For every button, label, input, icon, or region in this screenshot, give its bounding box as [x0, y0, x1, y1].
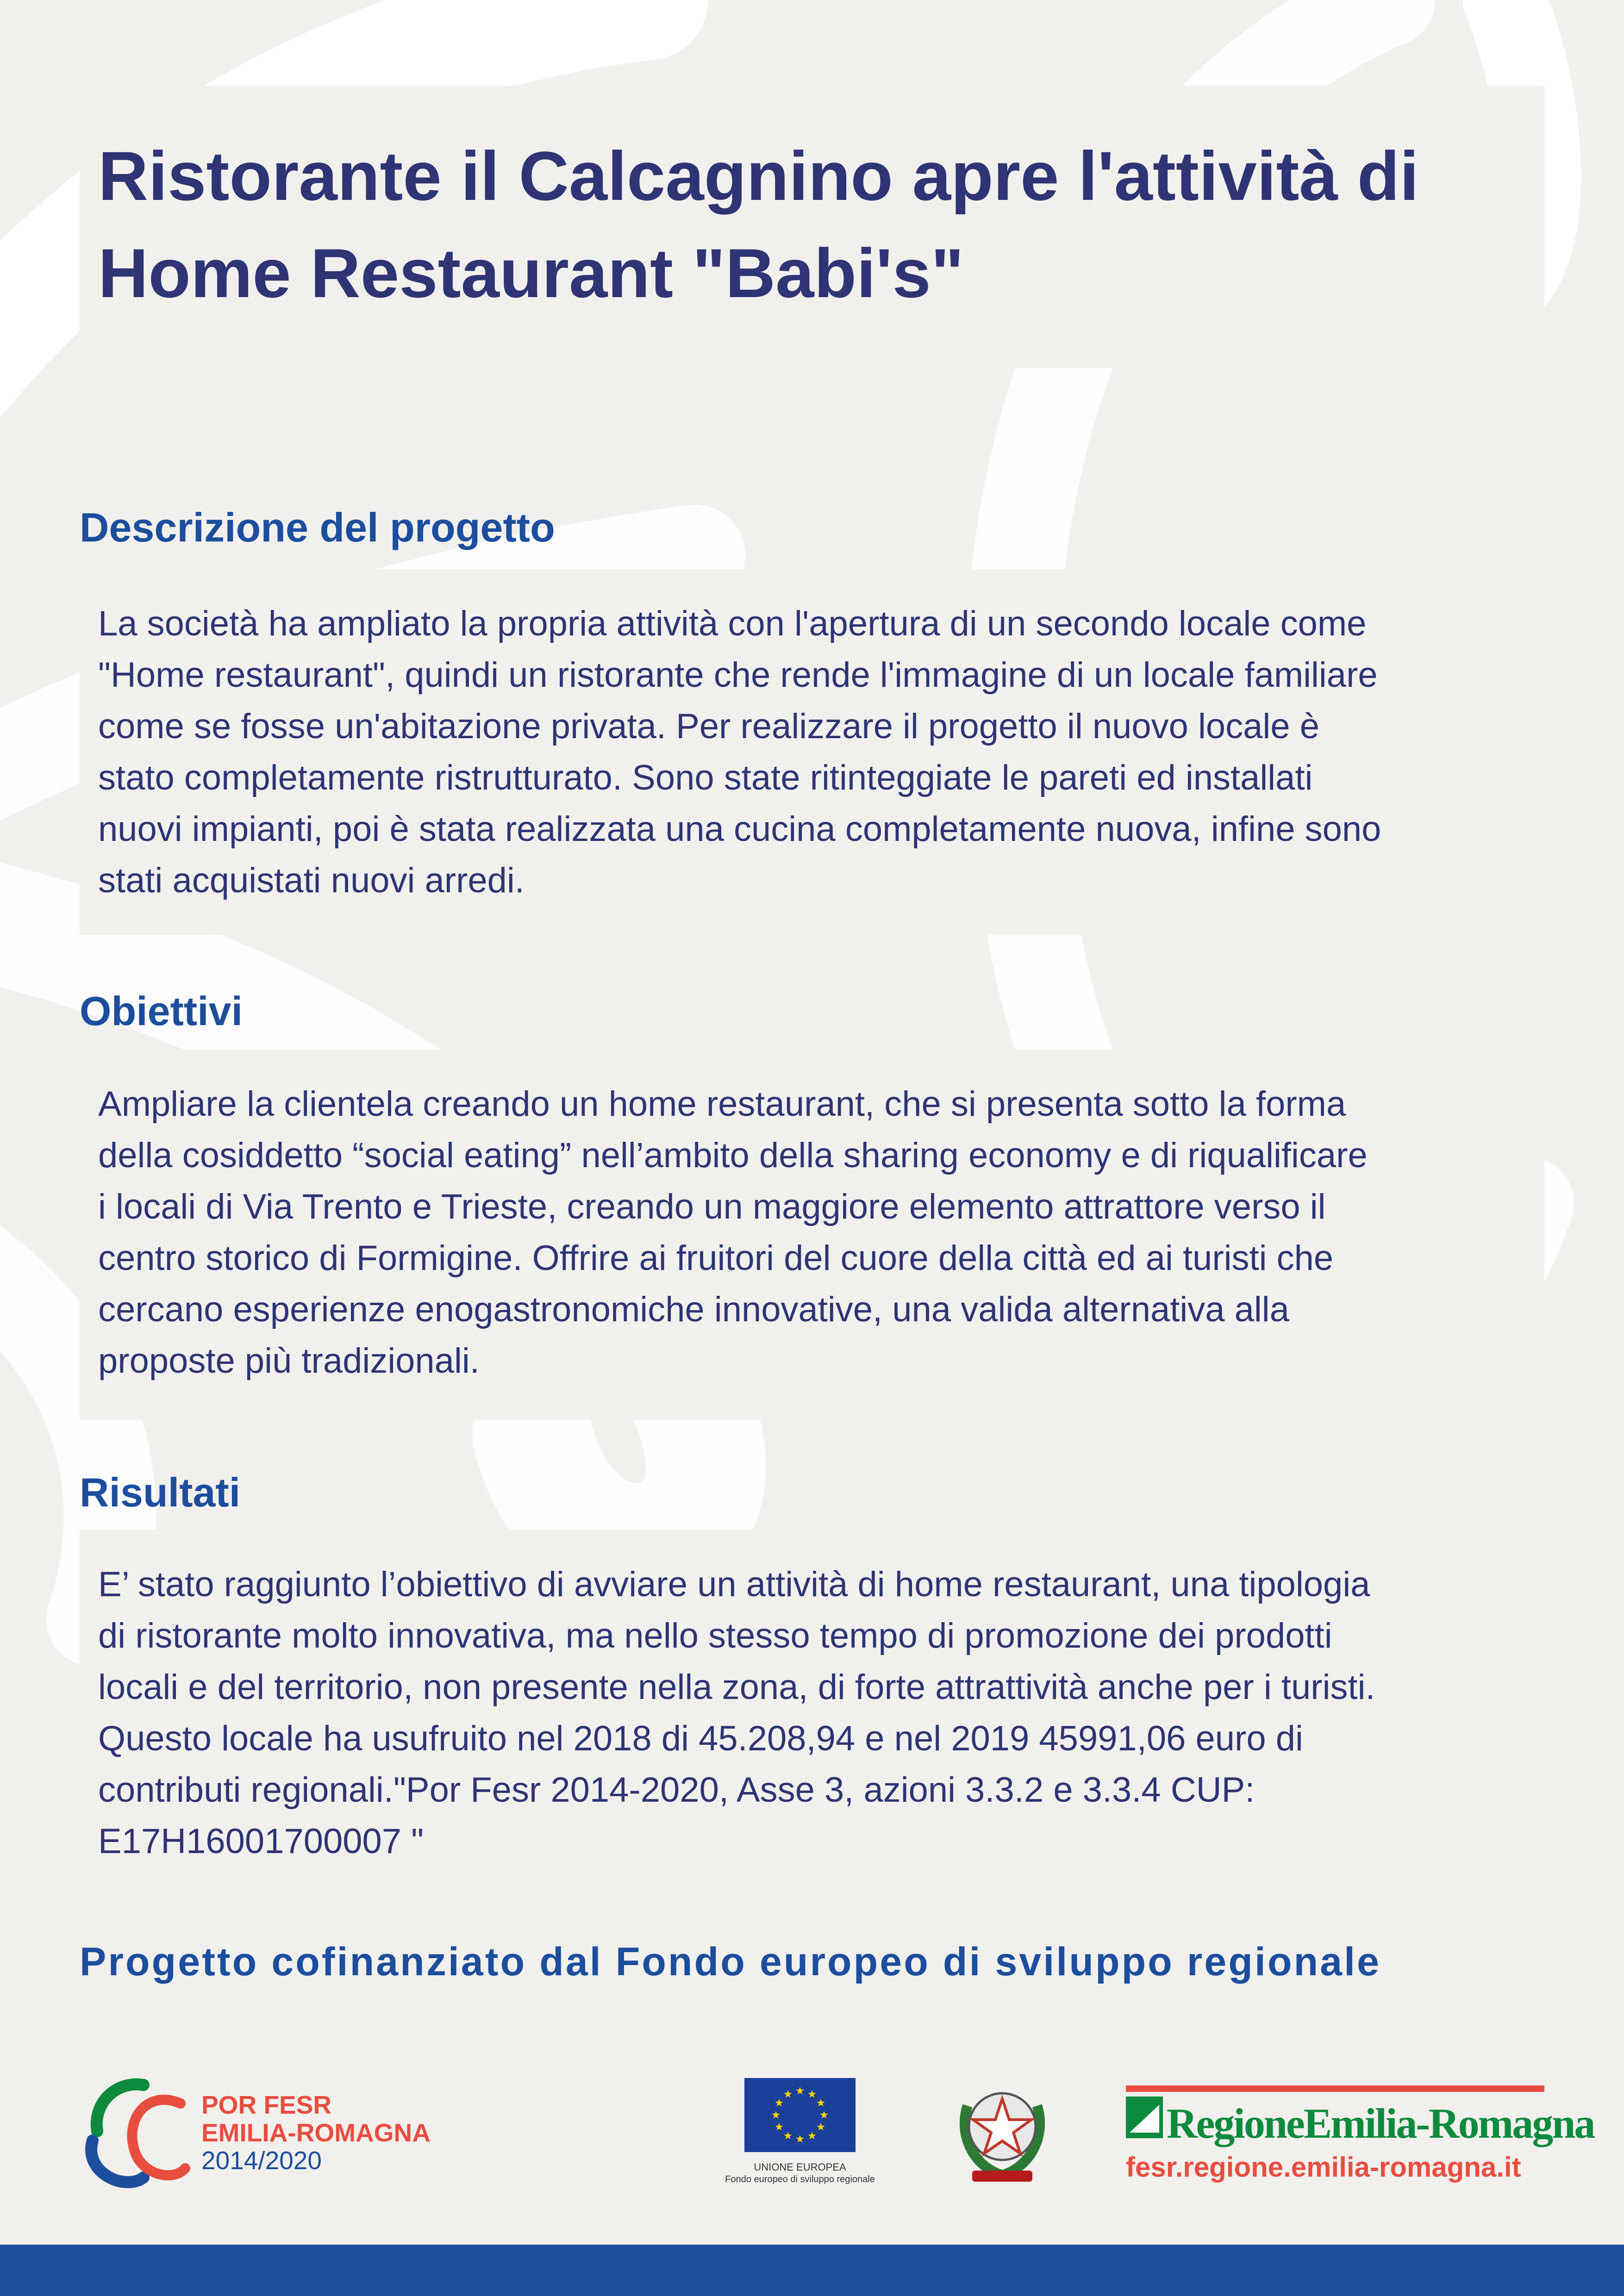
text-line: centro storico di Formigine. Offrire ai fruitori del cuore della città ed ai turisti che [98, 1238, 1334, 1278]
region-logo-name: RegioneEmilia-Romagna [1167, 2100, 1594, 2147]
por-fesr-logo-text [201, 2091, 431, 2174]
title-line: Ristorante il Calcagnino apre l'attività di [98, 137, 1419, 215]
text-line: Questo locale ha usufruito nel 2018 di 45.208,94 e nel 2019 45991,06 euro di [98, 1719, 1303, 1758]
eu-caption [661, 2161, 939, 2185]
text-line: E’ stato raggiunto l’obiettivo di avviare un attività di home restaurant, una tipologia [98, 1565, 1370, 1604]
text-line: proposte più tradizionali. [98, 1341, 480, 1381]
eu-caption-line2: Fondo europeo di sviluppo regionale [725, 2174, 875, 2184]
cofinanced-statement: Progetto cofinanziato dal Fondo europeo di sviluppo regionale [80, 1940, 1381, 1984]
page-title [98, 127, 1487, 322]
text-line: cercano esperienze enogastronomiche innovative, una valida alternativa alla [98, 1290, 1289, 1329]
text-line: La società ha ampliato la propria attività con l'apertura di un secondo locale come [98, 604, 1367, 643]
footer-bar [0, 2245, 1624, 2296]
section-heading-description: Descrizione del progetto [80, 504, 555, 550]
text-line: Ampliare la clientela creando un home restaurant, che si presenta sotto la forma [98, 1084, 1346, 1124]
section-body-results [98, 1559, 1552, 1867]
text-line: della cosiddetto “social eating” nell’ambito della sharing economy e di riqualificare [98, 1136, 1368, 1175]
text-line: contributi regionali."Por Fesr 2014-2020, Asse 3, azioni 3.3.2 e 3.3.4 CUP: [98, 1770, 1255, 1810]
region-red-bar [1126, 2085, 1544, 2092]
eu-flag-icon [744, 2078, 856, 2152]
section-heading-objectives: Obiettivi [80, 988, 243, 1034]
text-line: stati acquistati nuovi arredi. [98, 861, 525, 900]
text-line: i locali di Via Trento e Trieste, creando un maggiore elemento attrattore verso il [98, 1187, 1326, 1226]
text-line: di ristorante molto innovativa, ma nello stesso tempo di promozione dei prodotti [98, 1616, 1332, 1655]
por-fesr-line1: POR FESR [201, 2091, 332, 2119]
section-heading-results: Risultati [80, 1469, 241, 1515]
text-line: come se fosse un'abitazione privata. Per realizzare il progetto il nuovo locale è [98, 707, 1319, 746]
por-fesr-line2: EMILIA-ROMAGNA [201, 2118, 431, 2147]
por-fesr-logo-icon [74, 2076, 194, 2196]
text-line: E17H16001700007 " [98, 1822, 424, 1861]
eu-caption-line1: UNIONE EUROPEA [754, 2161, 846, 2173]
title-line: Home Restaurant "Babi's" [98, 234, 964, 312]
region-flag-icon [1126, 2097, 1163, 2138]
section-body-description [98, 598, 1552, 906]
text-line: locali e del territorio, non presente nella zona, di forte attrattività anche per i turisti. [98, 1668, 1375, 1707]
text-line: "Home restaurant", quindi un ristorante che rende l'immagine di un locale familiare [98, 655, 1378, 695]
text-line: nuovi impianti, poi è stata realizzata una cucina completamente nuova, infine sono [98, 809, 1381, 849]
region-website-link[interactable]: fesr.regione.emilia-romagna.it [1126, 2152, 1521, 2183]
section-body-objectives [98, 1078, 1552, 1387]
text-line: stato completamente ristrutturato. Sono state ritinteggiate le pareti ed installati [98, 758, 1313, 797]
por-fesr-years: 2014/2020 [201, 2146, 322, 2175]
italian-republic-emblem-icon [954, 2078, 1051, 2189]
